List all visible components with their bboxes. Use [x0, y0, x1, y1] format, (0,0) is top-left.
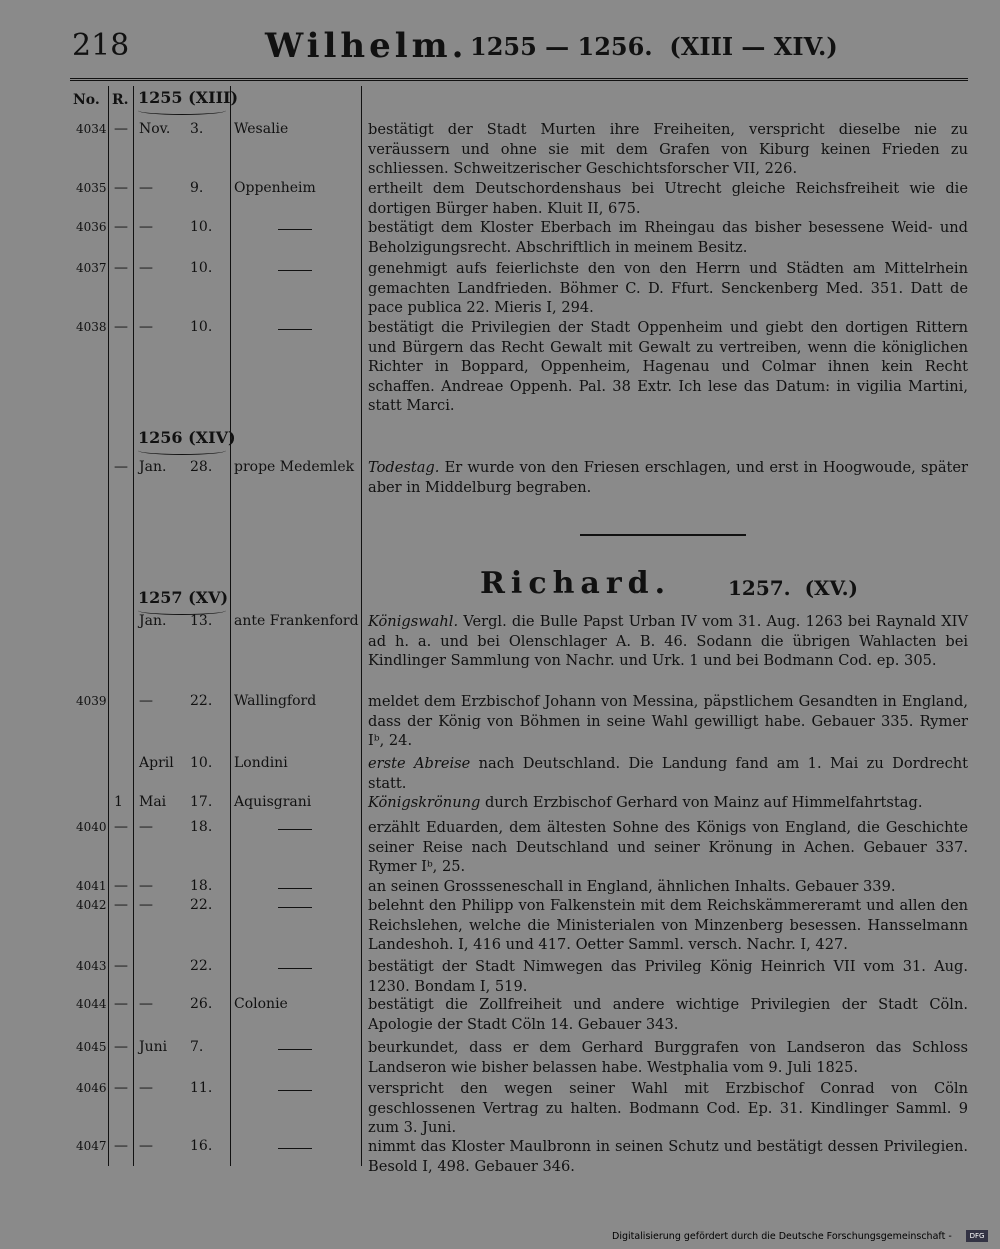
entry-text	[368, 896, 968, 955]
entry-body: nach Deutschland. Die Landung fand am 1. Mai zu Dordrecht statt.	[368, 755, 969, 792]
entry-body: belehnt den Philipp von Falkenstein mit dem Reichskämmereramt und allen den Reichslehen, welche die Ministerialen von Minzenberg besessen. Hansselmann Landeshoh. I, 416 und 417. Oetter Samml. versch. Nachr. I, 427.	[368, 897, 968, 954]
entry-text	[368, 612, 968, 671]
entry-r: —	[114, 459, 128, 475]
entry-body: verspricht den wegen seiner Wahl mit Erzbischof Conrad von Cöln geschlossenen Vertrag zu halten. Bodmann Cod. Ep. 31. Kindlinger Samml. 9 zum 3. Juni.	[368, 1080, 968, 1137]
entry-month: —	[139, 878, 153, 894]
entry-month: —	[139, 260, 153, 276]
entry-day: 17.	[190, 794, 213, 810]
entry-body: bestätigt die Privilegien der Stadt Oppenheim und giebt den dortigen Rittern und Bürgern das Recht Gewalt mit Gewalt zu vertreiben, wenn die königlichen Richter in Boppard, Oppenheim, Hagenau und Colmar ihnen kein Recht schaffen. Andreae Oppenh. Pal. 38 Extr. Ich lese das Datum: in vigilia Martini, statt Marci.	[368, 319, 968, 415]
entry-lead: Todestag.	[368, 459, 440, 476]
entry-day: 18.	[190, 819, 213, 835]
entry-number: 4034	[76, 122, 107, 136]
entry-text	[368, 318, 968, 416]
entry-place: Aquisgrani	[234, 794, 312, 810]
entry-place: ante Frankenford	[234, 613, 359, 629]
page-years: 1255 — 1256. (XIII — XIV.)	[470, 32, 838, 61]
entry-place: Wesalie	[234, 121, 289, 137]
entry-day: 16.	[190, 1138, 213, 1154]
entry-month: —	[139, 897, 153, 913]
entry-r: —	[114, 121, 128, 137]
ditto-mark	[278, 270, 312, 271]
column-rule	[108, 86, 109, 1166]
entry-body: Vergl. die Bulle Papst Urban IV vom 31. Aug. 1263 bei Raynald XIV ad h. a. und bei Olenschlager A. B. 46. Sodann die übrigen Wahlacten bei Kindlinger Sammlung von Nachr. und Urk. 1 und bei Bodmann Cod. ep. 305.	[368, 613, 968, 670]
entry-month: Jan.	[139, 613, 167, 629]
entry-day: 10.	[190, 219, 213, 235]
column-rule	[133, 86, 134, 1166]
entry-text	[368, 458, 968, 497]
entry-text	[368, 877, 968, 897]
entry-number: 4043	[76, 959, 107, 973]
entry-text	[368, 754, 968, 793]
entry-lead: Königswahl.	[368, 613, 459, 630]
entry-month: —	[139, 819, 153, 835]
entry-day: 3.	[190, 121, 204, 137]
entry-day: 11.	[190, 1080, 213, 1096]
entry-month: —	[139, 996, 153, 1012]
entry-body: bestätigt der Stadt Murten ihre Freiheiten, verspricht dieselbe nie zu veräussern und ohne sie mit dem Grafen von Kiburg keinen Frieden zu schliessen. Schweitzerischer Geschichtsforscher VII, 226.	[368, 121, 968, 178]
entry-month: April	[139, 755, 174, 771]
entry-number: 4047	[76, 1139, 107, 1153]
entry-r: 1	[114, 794, 123, 810]
year-brace	[138, 106, 226, 115]
entry-text	[368, 120, 968, 179]
year-marker: 1256 (XIV)	[138, 428, 236, 447]
entry-month: Jan.	[139, 459, 167, 475]
entry-day: 10.	[190, 260, 213, 276]
entry-number: 4040	[76, 820, 107, 834]
entry-month: —	[139, 1080, 153, 1096]
entry-day: 22.	[190, 897, 213, 913]
entry-text	[368, 1079, 968, 1138]
entry-body: meldet dem Erzbischof Johann von Messina, päpstlichem Gesandten in England, dass der König von Böhmen in seine Wahl gewilligt habe. Gebauer 335. Rymer Iᵇ, 24.	[368, 693, 968, 750]
entry-month: —	[139, 693, 153, 709]
entry-place: Oppenheim	[234, 180, 316, 196]
entry-day: 10.	[190, 755, 213, 771]
entry-month: —	[139, 319, 153, 335]
page-title: Wilhelm.	[265, 26, 468, 66]
entry-body: bestätigt der Stadt Nimwegen das Privileg König Heinrich VII vom 31. Aug. 1230. Bondam I, 519.	[368, 958, 968, 995]
entry-r: —	[114, 1138, 128, 1154]
entry-body: durch Erzbischof Gerhard von Mainz auf Himmelfahrtstag.	[480, 794, 923, 811]
ditto-mark	[278, 1148, 312, 1149]
entry-month: —	[139, 1138, 153, 1154]
entry-r: —	[114, 1039, 128, 1055]
entry-r: —	[114, 996, 128, 1012]
section-title: Richard.	[480, 566, 672, 601]
entry-day: 22.	[190, 693, 213, 709]
ditto-mark	[278, 1090, 312, 1091]
entry-text	[368, 1137, 968, 1176]
entry-day: 26.	[190, 996, 213, 1012]
dfg-logo: DFG	[966, 1230, 988, 1242]
entry-body: Er wurde von den Friesen erschlagen, und erst in Hoogwoude, später aber in Middelburg begraben.	[368, 459, 968, 496]
entry-number: 4044	[76, 997, 107, 1011]
entry-text	[368, 259, 968, 318]
entry-r: —	[114, 958, 128, 974]
entry-number: 4037	[76, 261, 107, 275]
entry-number: 4039	[76, 694, 107, 708]
entry-text	[368, 692, 968, 751]
column-rule	[230, 86, 231, 1166]
entry-number: 4036	[76, 220, 107, 234]
entry-text	[368, 957, 968, 996]
ditto-mark	[278, 229, 312, 230]
entry-day: 18.	[190, 878, 213, 894]
page-number: 218	[72, 28, 130, 63]
entry-month: —	[139, 180, 153, 196]
entry-r: —	[114, 897, 128, 913]
entry-r: —	[114, 1080, 128, 1096]
entry-place: Wallingford	[234, 693, 317, 709]
entry-text	[368, 179, 968, 218]
entry-body: bestätigt dem Kloster Eberbach im Rheingau das bisher besessene Weid- und Beholzigungsrecht. Abschriftlich in meinem Besitz.	[368, 219, 968, 256]
entry-text	[368, 793, 968, 813]
ditto-mark	[278, 888, 312, 889]
entry-day: 7.	[190, 1039, 204, 1055]
header-rule	[70, 78, 968, 81]
column-head-r: R.	[112, 92, 129, 108]
column-rule	[361, 86, 362, 1166]
entry-body: nimmt das Kloster Maulbronn in seinen Schutz und bestätigt dessen Privilegien. Besold I, 498. Gebauer 346.	[368, 1138, 968, 1175]
year-marker: 1255 (XIII)	[138, 88, 239, 107]
entry-text	[368, 995, 968, 1034]
entry-r: —	[114, 319, 128, 335]
entry-text	[368, 818, 968, 877]
entry-day: 22.	[190, 958, 213, 974]
entry-number: 4046	[76, 1081, 107, 1095]
entry-r: —	[114, 260, 128, 276]
year-brace	[138, 446, 226, 455]
ditto-mark	[278, 329, 312, 330]
entry-number: 4041	[76, 879, 107, 893]
entry-r: —	[114, 878, 128, 894]
entry-text	[368, 218, 968, 257]
entry-body: bestätigt die Zollfreiheit und andere wichtige Privilegien der Stadt Cöln. Apologie der Stadt Cöln 14. Gebauer 343.	[368, 996, 968, 1033]
column-head-no: No.	[73, 92, 100, 108]
entry-number: 4045	[76, 1040, 107, 1054]
entry-lead: erste Abreise	[368, 755, 471, 772]
entry-day: 9.	[190, 180, 204, 196]
entry-body: an seinen Grossseneschall in England, ähnlichen Inhalts. Gebauer 339.	[368, 878, 896, 895]
entry-r: —	[114, 219, 128, 235]
entry-place: prope Medemlek	[234, 459, 355, 475]
entry-body: genehmigt aufs feierlichste den von den Herrn und Städten am Mittelrhein gemachten Landfrieden. Böhmer C. D. Ffurt. Senckenberg Med. 351. Datt de pace publica 22. Mieris I, 294.	[368, 260, 968, 317]
entry-lead: Königskrönung	[368, 794, 481, 811]
footer-credit: Digitalisierung gefördert durch die Deutsche Forschungsgemeinschaft -	[612, 1231, 952, 1242]
entry-r: —	[114, 819, 128, 835]
entry-day: 13.	[190, 613, 213, 629]
entry-number: 4042	[76, 898, 107, 912]
ditto-mark	[278, 968, 312, 969]
entry-day: 28.	[190, 459, 213, 475]
entry-month: Nov.	[139, 121, 171, 137]
entry-body: beurkundet, dass er dem Gerhard Burggrafen von Landseron das Schloss Landseron wie bisher belassen habe. Westphalia vom 9. Juli 1825.	[368, 1039, 968, 1076]
ditto-mark	[278, 1049, 312, 1050]
entry-number: 4038	[76, 320, 107, 334]
ditto-mark	[278, 907, 312, 908]
entry-r: —	[114, 180, 128, 196]
section-years: 1257. (XV.)	[728, 576, 859, 600]
entry-place: Colonie	[234, 996, 288, 1012]
entry-month: —	[139, 219, 153, 235]
year-marker: 1257 (XV)	[138, 588, 229, 607]
entry-body: erzählt Eduarden, dem ältesten Sohne des Königs von England, die Geschichte seiner Reise nach Deutschland und seiner Krönung in Achen. Gebauer 337. Rymer Iᵇ, 25.	[368, 819, 968, 876]
entry-body: ertheilt dem Deutschordenshaus bei Utrecht gleiche Reichsfreiheit wie die dortigen Bürger haben. Kluit II, 675.	[368, 180, 968, 217]
entry-text	[368, 1038, 968, 1077]
section-separator	[580, 534, 746, 536]
entry-number: 4035	[76, 181, 107, 195]
ditto-mark	[278, 829, 312, 830]
entry-month: Mai	[139, 794, 167, 810]
entry-month: Juni	[139, 1039, 168, 1055]
entry-day: 10.	[190, 319, 213, 335]
entry-place: Londini	[234, 755, 288, 771]
